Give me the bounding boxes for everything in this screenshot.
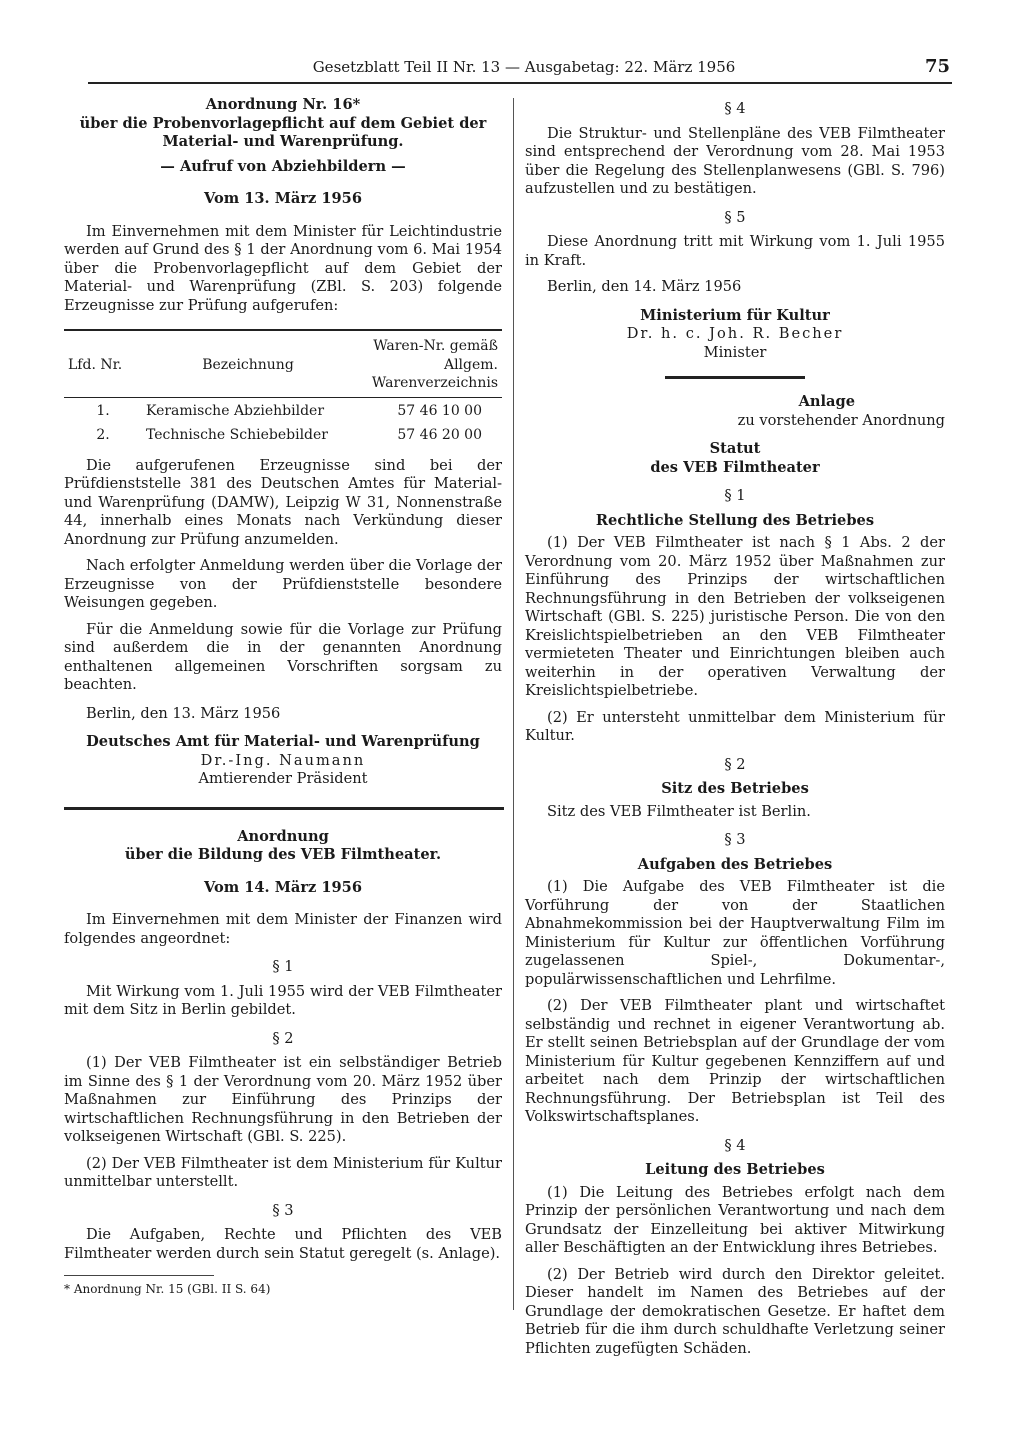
statut-s2: § 2 bbox=[724, 755, 746, 773]
statut-s1-p1: (1) Der VEB Filmtheater ist nach § 1 Abs. 2 der Verordnung vom 20. März 1952 über Maßnahmen zur Einführung des Prinzips der wirtschaftlichen Rechnungsführung in den Betrieben der volkseigenen Wirtschaft (GBl. S. 225) juristische Person. Die von den Kreislichtspielbetrieben an den VEB Filmtheater vermieteten Theater und Einrichtungen bleiben auch weiterhin in der operativen Verwaltung der Kreislichtspielbetriebe. bbox=[525, 534, 945, 699]
running-title: Gesetzblatt Teil II Nr. 13 — Ausgabetag: 22. März 1956 bbox=[312, 58, 736, 76]
a16-signer-role: Amtierender Präsident bbox=[198, 770, 368, 787]
a16-signer: Dr.-Ing. Naumann bbox=[200, 751, 366, 769]
row-waren-nr: 57 46 20 00 bbox=[397, 427, 482, 443]
a16-title-1: Anordnung Nr. 16* bbox=[205, 96, 361, 113]
afilm-s3-text: Die Aufgaben, Rechte und Pflichten des VEB Filmtheater werden durch sein Statut geregelt (s. Anlage). bbox=[64, 1226, 502, 1262]
s4-sign: § 4 bbox=[724, 100, 746, 117]
a16-title-3: Material- und Warenprüfung. bbox=[162, 133, 404, 150]
afilm-intro: Im Einvernehmen mit dem Minister der Finanzen wird folgendes angeordnet: bbox=[64, 911, 502, 947]
s5-sign: § 5 bbox=[724, 208, 746, 226]
footnote-rule bbox=[64, 1275, 214, 1276]
statut-s4: § 4 bbox=[724, 1136, 746, 1154]
statut-subtitle: des VEB Filmtheater bbox=[650, 458, 820, 476]
afilm-s1-text: Mit Wirkung vom 1. Juli 1955 wird der VEB Filmtheater mit dem Sitz in Berlin gebildet. bbox=[64, 982, 502, 1018]
right-signer-role: Minister bbox=[703, 343, 767, 361]
row-nr: 2. bbox=[96, 427, 110, 443]
a16-date: Vom 13. März 1956 bbox=[204, 190, 362, 207]
statut-s1-title: Rechtliche Stellung des Betriebes bbox=[595, 511, 875, 529]
a16-para-3: Für die Anmeldung sowie für die Vorlage zur Prüfung sind außerdem die in der genannten Anordnung enthaltenen allgemeinen Vorschriften sorgsam zu beachten. bbox=[64, 620, 502, 693]
statut-s1: § 1 bbox=[724, 487, 746, 504]
column-divider bbox=[513, 98, 514, 1310]
header-rule bbox=[88, 82, 952, 84]
a16-title-2: über die Probenvorlagepflicht auf dem Gebiet der bbox=[79, 114, 487, 132]
right-signer: Dr. h. c. Joh. R. Becher bbox=[626, 325, 844, 342]
statut-s4-title: Leitung des Betriebes bbox=[645, 1161, 825, 1178]
afilm-s2-p1: (1) Der VEB Filmtheater ist ein selbständiger Betrieb im Sinne des § 1 der Verordnung vom 20. März 1952 über Maßnahmen zur Einführung des Prinzips der wirtschaftlichen Rechnungsführung in den Betrieben der volkseigenen Wirtschaft (GBl. S. 225). bbox=[64, 1054, 502, 1145]
anlage-subheading: zu vorstehender Anordnung bbox=[737, 411, 945, 429]
afilm-s2-p2: (2) Der VEB Filmtheater ist dem Ministerium für Kultur unmittelbar unterstellt. bbox=[64, 1154, 502, 1190]
row-waren-nr: 57 46 10 00 bbox=[397, 402, 482, 419]
statut-s4-p1: (1) Die Leitung des Betriebes erfolgt nach dem Prinzip der persönlichen Verantwortung und nach dem Grundsatz der Einzelleitung bei aktiver Mitwirkung aller Beschäftigten an der Entwicklung ihres Betriebes. bbox=[525, 1183, 945, 1256]
afilm-title-2: über die Bildung des VEB Filmtheater. bbox=[124, 846, 442, 863]
s5-text: Diese Anordnung tritt mit Wirkung vom 1. Juli 1955 in Kraft. bbox=[525, 233, 945, 269]
table-row bbox=[64, 397, 502, 422]
s4-text: Die Struktur- und Stellenpläne des VEB Filmtheater sind entsprechend der Verordnung vom 28. Mai 1953 über die Regelung des Stellenplanwesens (GBl. S. 796) aufzustellen und zu bestätigen. bbox=[525, 124, 945, 197]
a16-subtitle: — Aufruf von Abziehbildern — bbox=[160, 157, 406, 175]
right-place-date: Berlin, den 14. März 1956 bbox=[547, 278, 742, 295]
page-number: 75 bbox=[924, 56, 950, 77]
afilm-title-1: Anordnung bbox=[237, 827, 329, 845]
afilm-s2: § 2 bbox=[272, 1029, 294, 1047]
col-lfd-nr: Lfd. Nr. bbox=[68, 356, 123, 373]
statut-s3-p1: (1) Die Aufgabe des VEB Filmtheater ist die Vorführung der von der Staatlichen Abnahmekommission bei der Hauptverwaltung Film im Ministerium für Kultur zur öffentlichen Vorführung zugelassenen Spiel-, Dokumentar-, populärwissenschaftlichen und Lehrfilme. bbox=[525, 878, 945, 988]
statut-s1-p2: (2) Er untersteht unmittelbar dem Ministerium für Kultur. bbox=[525, 708, 945, 744]
goods-table-header bbox=[64, 330, 502, 397]
statut-s2-text: Sitz des VEB Filmtheater ist Berlin. bbox=[547, 802, 811, 820]
statut-s3-title: Aufgaben des Betriebes bbox=[637, 855, 833, 873]
row-bezeichnung: Keramische Abziehbilder bbox=[146, 402, 325, 419]
col-waren-nr: Waren-Nr. gemäß Allgem. Warenverzeichnis bbox=[371, 338, 498, 391]
afilm-date: Vom 14. März 1956 bbox=[204, 878, 362, 896]
right-column bbox=[525, 96, 945, 1366]
section-separator bbox=[64, 807, 504, 810]
afilm-s1: § 1 bbox=[272, 958, 294, 975]
table-row bbox=[64, 422, 502, 447]
a16-intro: Im Einvernehmen mit dem Minister für Leichtindustrie werden auf Grund des § 1 der Anordnung vom 6. Mai 1954 über die Probenvorlagepflicht auf dem Gebiet der Material- und Warenprüfung (ZBl. S. 203) folgende Erzeugnisse zur Prüfung aufgerufen: bbox=[64, 222, 502, 314]
row-nr: 1. bbox=[96, 402, 110, 419]
statut-s2-title: Sitz des Betriebes bbox=[661, 780, 809, 797]
col-bezeichnung: Bezeichnung bbox=[202, 356, 294, 373]
a16-para-2: Nach erfolgter Anmeldung werden über die Vorlage der Erzeugnisse von der Prüfdienststelle besondere Weisungen gegeben. bbox=[64, 557, 502, 611]
a16-authority: Deutsches Amt für Material- und Warenprüfung bbox=[86, 733, 480, 750]
anlage-heading: Anlage bbox=[798, 393, 855, 410]
statut-s3: § 3 bbox=[724, 831, 746, 848]
anlage-separator bbox=[665, 376, 805, 379]
ministry-name: Ministerium für Kultur bbox=[640, 306, 830, 324]
statut-s4-p2: (2) Der Betrieb wird durch den Direktor geleitet. Dieser handelt im Namen des Betriebes auf der Grundlage der demokratischen Gesetze. Er haftet dem Betrieb für die ihm durch schuldhafte Verletzung seiner Pflichten zugefügten Schäden. bbox=[525, 1265, 945, 1357]
a16-place-date: Berlin, den 13. März 1956 bbox=[86, 704, 281, 722]
goods-table bbox=[64, 329, 502, 447]
a16-para-1: Die aufgerufenen Erzeugnisse sind bei der Prüfdienststelle 381 des Deutschen Amtes für Material- und Warenprüfung (DAMW), Leipzig W 31, Nonnenstraße 44, innerhalb eines Monats nach Verkündung dieser Anordnung zur Prüfung anzumelden. bbox=[64, 456, 502, 548]
row-bezeichnung: Technische Schiebebilder bbox=[146, 427, 328, 443]
afilm-s3: § 3 bbox=[272, 1201, 294, 1219]
statut-title: Statut bbox=[709, 440, 761, 457]
left-column bbox=[64, 96, 502, 1299]
statut-s3-p2: (2) Der VEB Filmtheater plant und wirtschaftet selbständig und rechnet in eigener Verantwortung ab. Er stellt seinen Betriebsplan auf der Grundlage der vom Ministerium für Kultur gegebenen Kennziffern auf und arbeitet nach dem Prinzip der wirtschaftlichen Rechnungsführung. Der Betriebsplan ist Teil des Volkswirtschaftsplanes. bbox=[525, 997, 945, 1125]
footnote: * Anordnung Nr. 15 (GBl. II S. 64) bbox=[64, 1282, 271, 1296]
